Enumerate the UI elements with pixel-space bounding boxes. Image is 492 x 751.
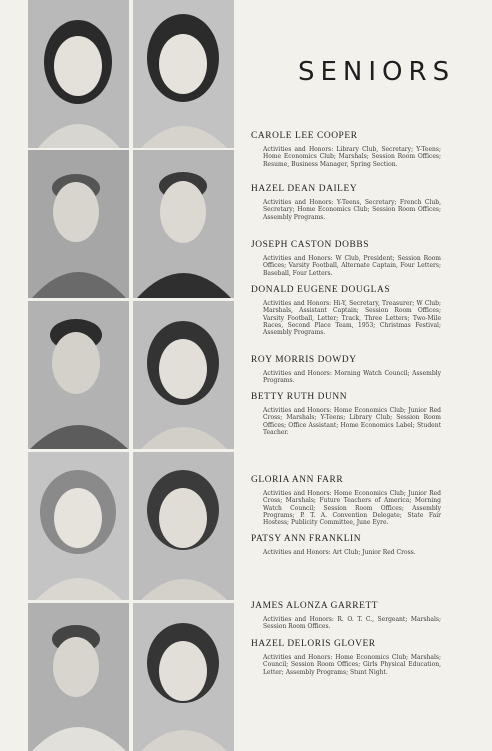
senior-name: HAZEL DELORIS GLOVER: [251, 639, 376, 649]
senior-entry: [251, 131, 441, 168]
senior-entry: [251, 639, 441, 676]
senior-activities: Activities and Honors: R. O. T. C., Sergeant; Marshals; Session Room Offices.: [263, 616, 441, 631]
portrait-donald-eugene-douglas: [133, 150, 234, 298]
portrait-betty-ruth-dunn: [133, 301, 234, 449]
portrait-james-alonza-garrett: [28, 603, 129, 751]
portrait-gloria-ann-farr: [28, 452, 129, 600]
senior-entry: [251, 285, 441, 336]
senior-name: HAZEL DEAN DAILEY: [251, 184, 358, 194]
portrait-roy-morris-dowdy: [28, 301, 129, 449]
portrait-patsy-ann-franklin: [133, 452, 234, 600]
senior-name: ROY MORRIS DOWDY: [251, 355, 357, 365]
senior-activities: Activities and Honors: Home Economics Club; Junior Red Cross; Marshals; Y-Teens; Library Club; Session Room Offices; Office Assistant; Home Economics Label; Student Teacher.: [263, 407, 441, 436]
page-title: SENIORS: [298, 57, 456, 87]
senior-activities: Activities and Honors: Art Club; Junior Red Cross.: [263, 549, 416, 556]
senior-entry: [251, 475, 441, 526]
senior-name: BETTY RUTH DUNN: [251, 392, 348, 402]
senior-name: DONALD EUGENE DOUGLAS: [251, 285, 391, 295]
senior-activities: Activities and Honors: Morning Watch Council; Assembly Programs.: [263, 370, 441, 385]
portrait-joseph-caston-dobbs: [28, 150, 129, 298]
portrait-hazel-deloris-glover: [133, 603, 234, 751]
senior-name: PATSY ANN FRANKLIN: [251, 534, 362, 544]
senior-activities: Activities and Honors: Library Club, Secretary; Y-Teens; Home Economics Club; Marshals; Session Room Offices; Resume, Business Manager, Spring Section.: [263, 146, 441, 168]
senior-name: GLORIA ANN FARR: [251, 475, 344, 485]
senior-name: JAMES ALONZA GARRETT: [251, 601, 379, 611]
senior-activities: Activities and Honors: Y-Teens, Secretary; French Club, Secretary; Home Economics Club; Session Room Offices; Assembly Programs.: [263, 199, 441, 221]
portrait-carole-lee-cooper: [28, 0, 129, 148]
portrait-grid: [26, 0, 234, 749]
senior-activities: Activities and Honors: Home Economics Club; Junior Red Cross; Marshals; Future Teachers of America; Morning Watch Council; Session Room Offices; Assembly Programs; P. T. A. Convention Delegate; State Fair Hostess; Publicity Committee, June Eyre.: [263, 490, 441, 527]
senior-entry: [251, 240, 441, 277]
senior-activities: Activities and Honors: W Club, President; Session Room Offices; Varsity Football, Alternate Captain, Four Letters; Baseball, Four Letters.: [263, 255, 441, 277]
senior-activities: Activities and Honors: Hi-Y, Secretary, Treasurer; W Club; Marshals, Assistant Captain; Session Room Offices; Varsity Football, Letter; Track, Three Letters; Two-Mile Races, Second Place Team, 1953; Christmas Festival; Assembly Programs.: [263, 300, 441, 337]
senior-name: JOSEPH CASTON DOBBS: [251, 240, 370, 250]
senior-entry: [251, 601, 441, 631]
senior-entry: [251, 392, 441, 436]
senior-entry: [251, 534, 441, 556]
senior-activities: Activities and Honors: Home Economics Club; Marshals; Council; Session Room Offices; Girls Physical Education, Letter; Assembly Programs; Stunt Night.: [263, 654, 441, 676]
senior-name: CAROLE LEE COOPER: [251, 131, 358, 141]
portrait-hazel-dean-dailey: [133, 0, 234, 148]
senior-entry: [251, 184, 441, 221]
senior-entry: [251, 355, 441, 385]
